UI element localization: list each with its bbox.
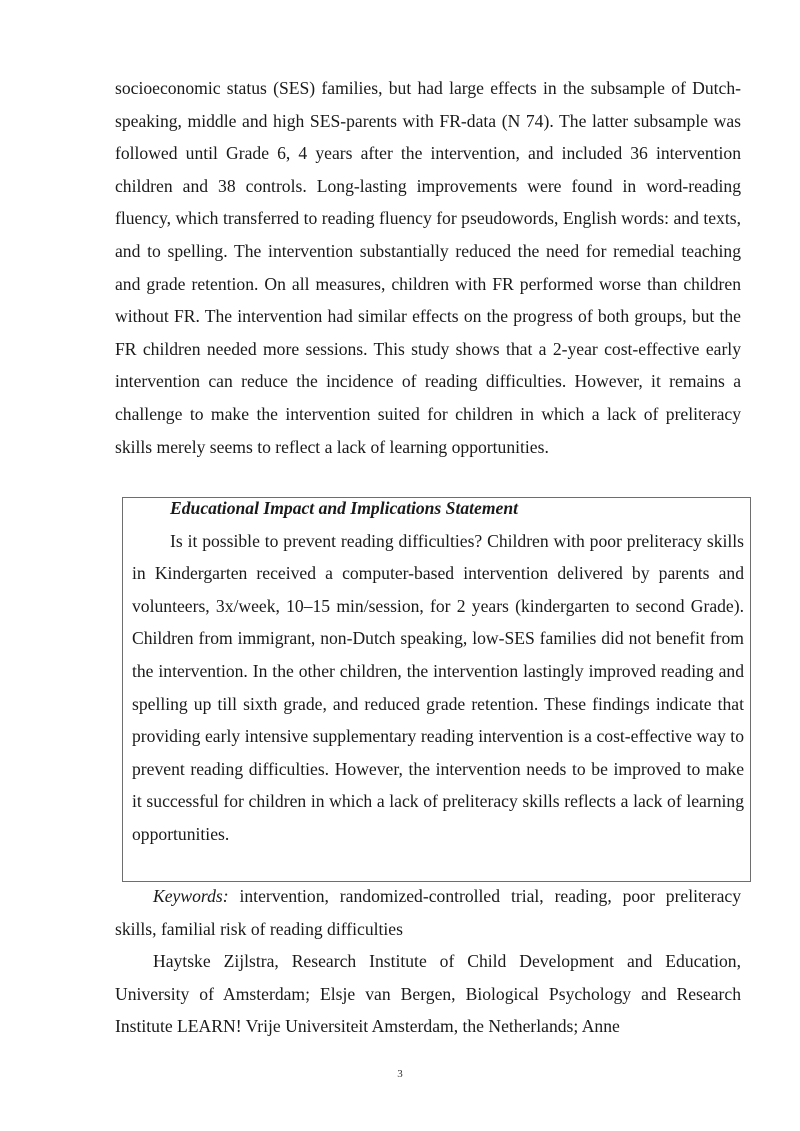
keywords-label: Keywords:	[153, 886, 229, 906]
author-affiliations: Haytske Zijlstra, Research Institute of Child Development and Education, University of Amsterdam; Elsje van Bergen, Biological Psychology and Research Institute LEARN! Vrije Universiteit Amsterdam, the Netherlands; Anne	[115, 951, 741, 1037]
impact-statement-body: Is it possible to prevent reading difficulties? Children with poor preliteracy skills in Kindergarten received a computer-based intervention delivered by parents and volunteers, 3x/week, 10–15 min/session, for 2 years (kindergarten to second Grade). Children from immigrant, non-Dutch speaking, low-SES families did not benefit from the intervention. In the other children, the intervention lastingly improved reading and spelling up till sixth grade, and reduced grade retention. These findings indicate that providing early intensive supplementary reading intervention is a cost-effective way to prevent reading difficulties. However, the intervention needs to be improved to make it successful for children in which a lack of preliteracy skills reflects a lack of learning opportunities.	[132, 530, 744, 844]
impact-statement-content	[132, 492, 744, 851]
abstract-paragraph: socioeconomic status (SES) families, but had large effects in the subsample of Dutch-speaking, middle and high SES-parents with FR-data (N 74). The latter subsample was followed until Grade 6, 4 years after the intervention, and included 36 intervention children and 38 controls. Long-lasting improvements were found in word-reading fluency, which transferred to reading fluency for pseudowords, English words: and texts, and to spelling. The intervention substantially reduced the need for remedial teaching and grade retention. On all measures, children with FR performed worse than children without FR. The intervention had similar effects on the progress of both groups, but the FR children needed more sessions. This study shows that a 2-year cost-effective early intervention can reduce the incidence of reading difficulties. However, it remains a challenge to make the intervention suited for children in which a lack of preliteracy skills merely seems to reflect a lack of learning opportunities.	[115, 78, 741, 457]
keywords-text: intervention, randomized-controlled trial, reading, poor preliteracy skills, familial risk of reading difficulties	[115, 886, 741, 939]
keywords-paragraph	[115, 880, 741, 945]
impact-statement-box	[122, 497, 751, 882]
impact-statement-title: Educational Impact and Implications Statement	[170, 498, 519, 518]
page-number: 3	[397, 1068, 403, 1080]
